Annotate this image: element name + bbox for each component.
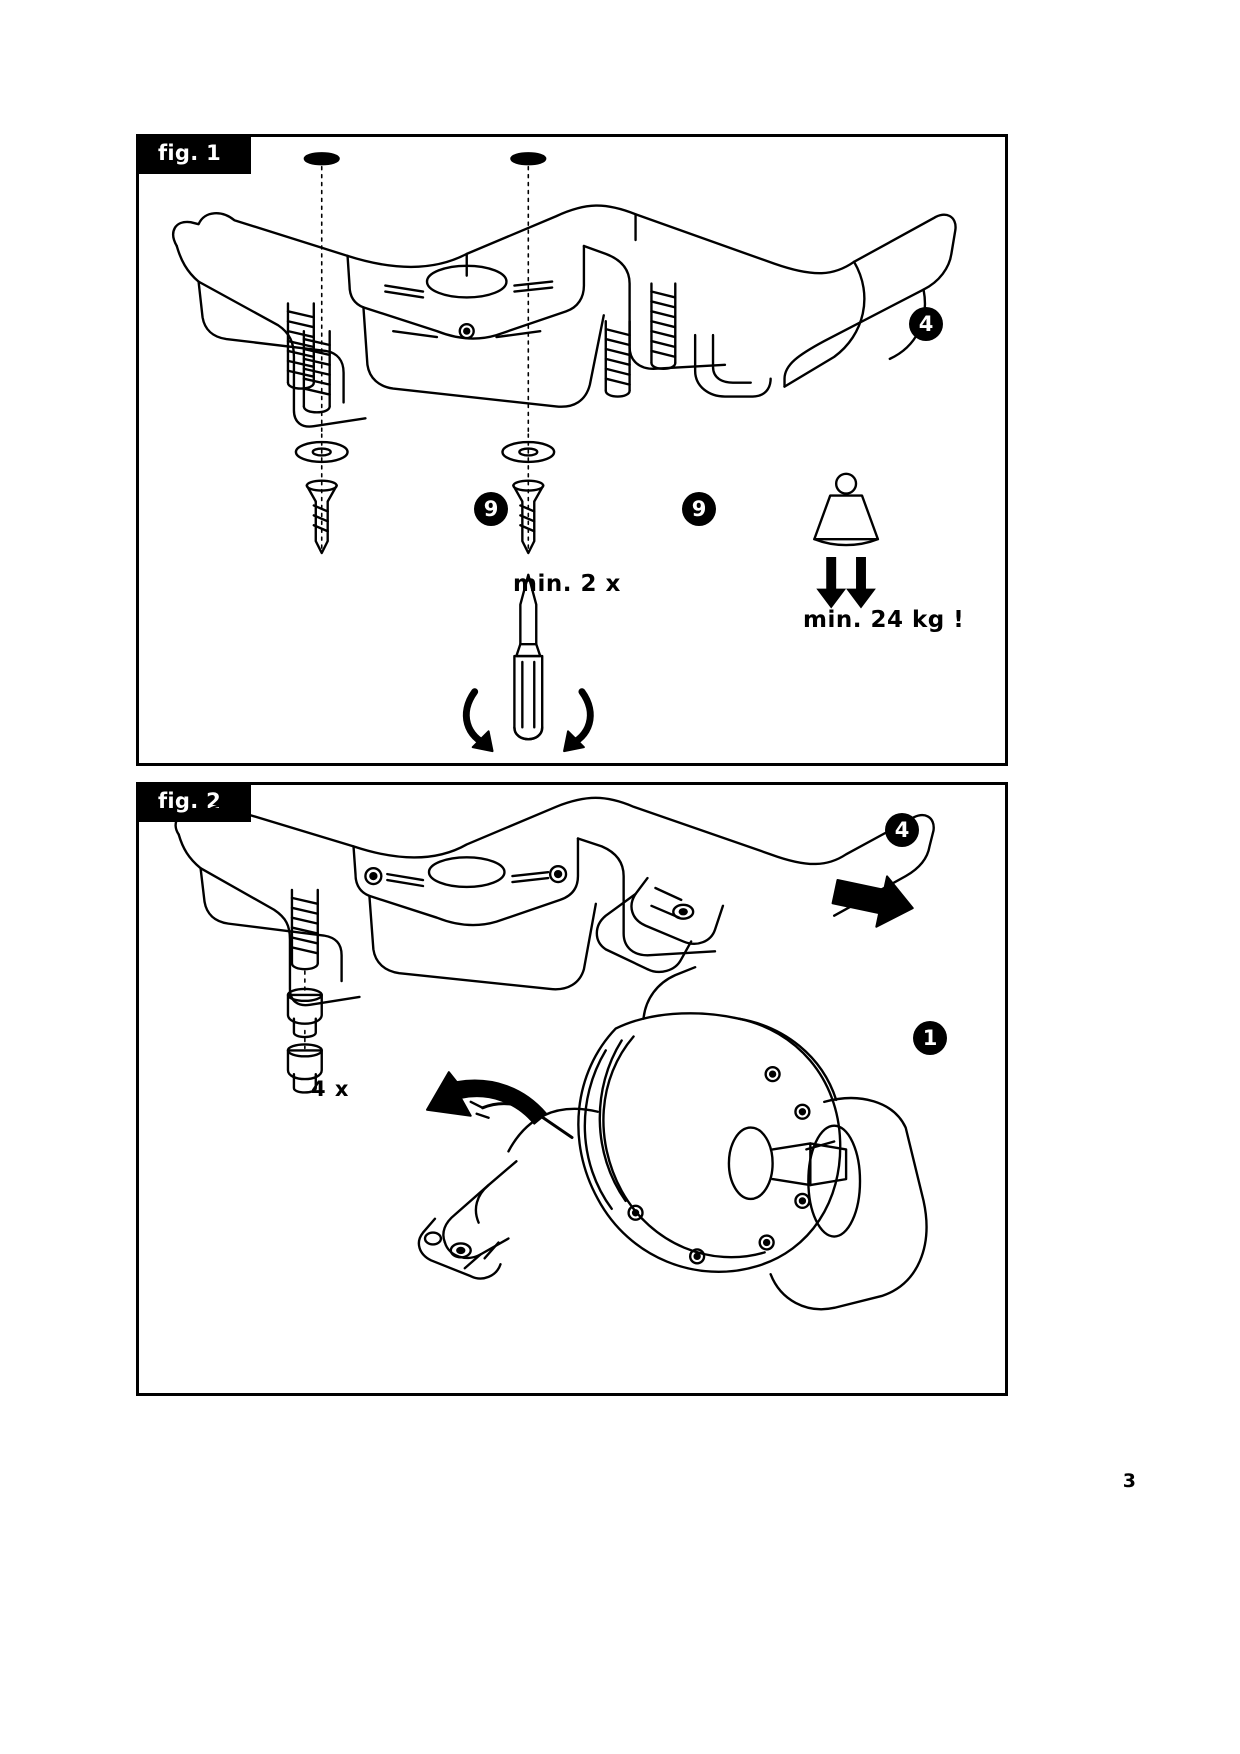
page-number: 3 xyxy=(1122,1470,1136,1492)
caption-min-load: min. 24 kg ! xyxy=(803,607,965,633)
caption-cap-count: 4 x xyxy=(311,1077,350,1101)
caption-min-screws: min. 2 x xyxy=(513,571,621,597)
figure-1-illustration xyxy=(139,137,1005,763)
figure-panel-2 xyxy=(136,782,1008,1396)
callout-4: 4 xyxy=(909,307,943,341)
figure-1-drawing xyxy=(139,137,1005,763)
figure-1-tag: fig. 1 xyxy=(136,134,251,174)
figure-2-drawing xyxy=(139,785,1005,1393)
figure-2-tag: fig. 2 xyxy=(136,782,251,822)
figure-panel-1 xyxy=(136,134,1008,766)
callout-9-left: 9 xyxy=(474,492,508,526)
callout-4: 4 xyxy=(885,813,919,847)
callout-9-right: 9 xyxy=(682,492,716,526)
figure-2-illustration xyxy=(139,785,1005,1393)
callout-1: 1 xyxy=(913,1021,947,1055)
